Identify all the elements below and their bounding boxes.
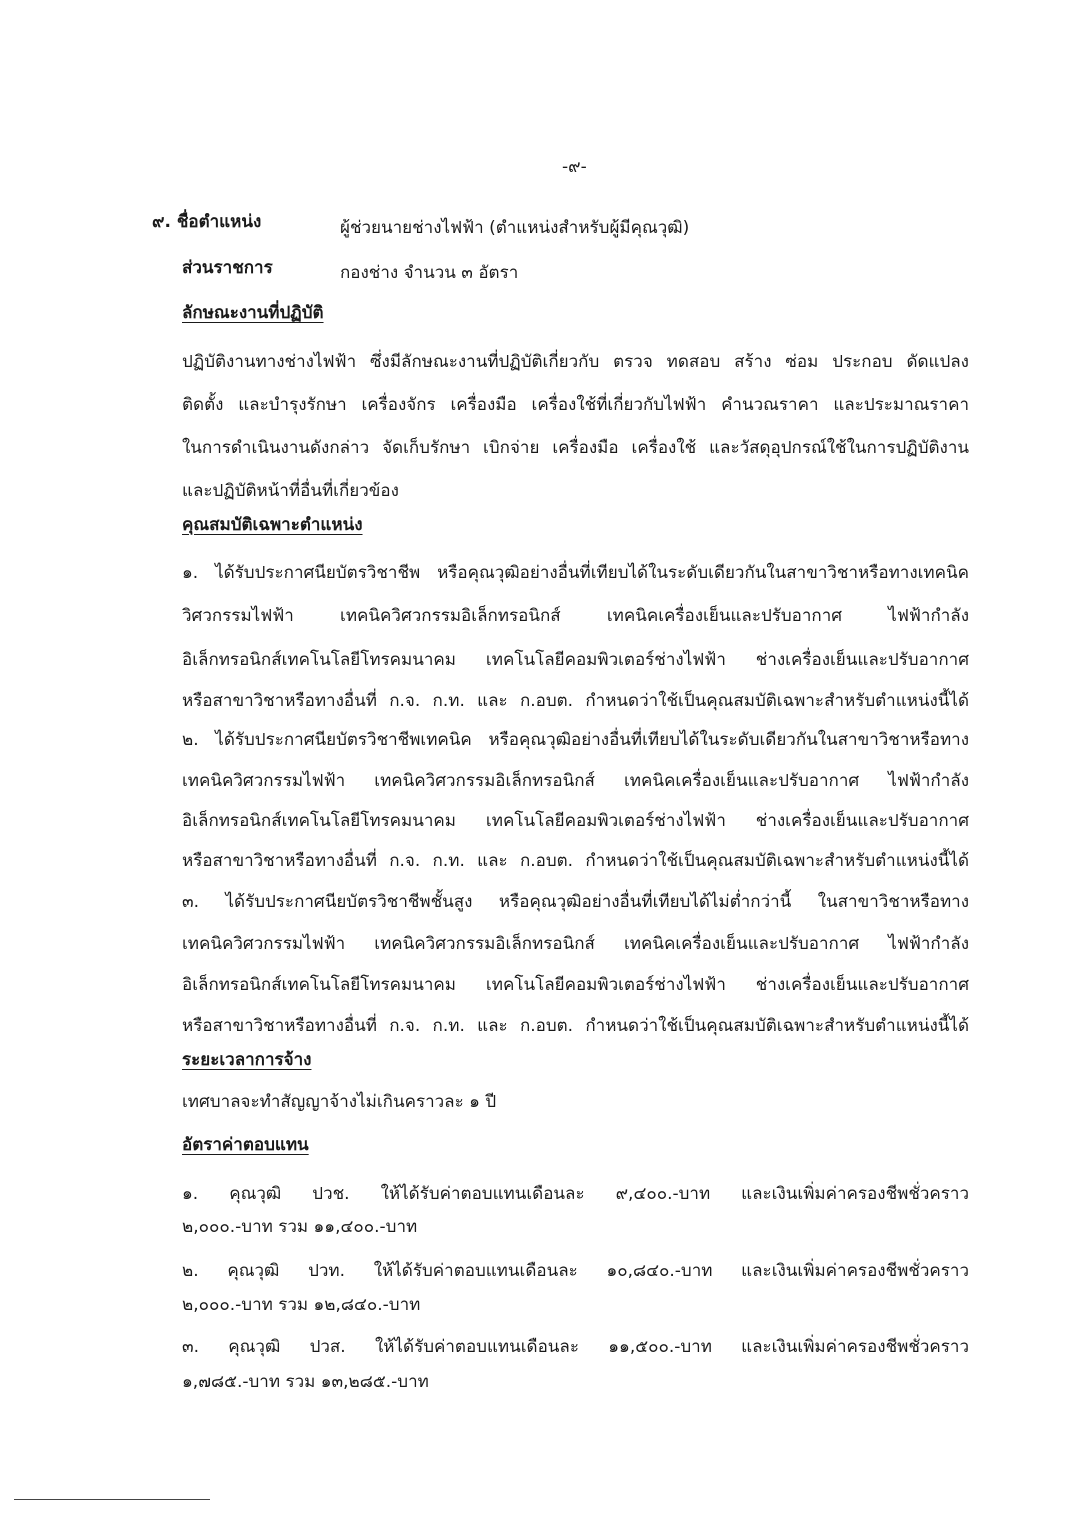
- qualification-line: อิเล็กทรอนิกส์เทคโนโลยีโทรคมนาคม เทคโนโลยีคอมพิวเตอร์ช่างไฟฟ้า ช่างเครื่องเย็นและปรับอากาศ: [182, 811, 969, 831]
- compensation-line: ๑,๗๘๕.-บาท รวม ๑๓,๒๘๕.-บาท: [182, 1372, 429, 1392]
- duties-heading: ลักษณะงานที่ปฏิบัติ: [182, 303, 324, 323]
- footer-rule: [14, 1499, 210, 1500]
- qualification-line: เทคนิควิศวกรรมไฟฟ้า เทคนิควิศวกรรมอิเล็กทรอนิกส์ เทคนิคเครื่องเย็นและปรับอากาศ ไฟฟ้ากำลัง: [182, 771, 969, 791]
- qualification-line: วิศวกรรมไฟฟ้า เทคนิควิศวกรรมอิเล็กทรอนิกส์ เทคนิคเครื่องเย็นและปรับอากาศ ไฟฟ้ากำลัง: [182, 606, 969, 626]
- qualification-line: หรือสาขาวิชาหรือทางอื่นที่ ก.จ. ก.ท. และ ก.อบต. กำหนดว่าใช้เป็นคุณสมบัติเฉพาะสำหรับตำแหน่งนี้ได้: [182, 851, 969, 871]
- duties-line: ในการดำเนินงานดังกล่าว จัดเก็บรักษา เบิกจ่าย เครื่องมือ เครื่องใช้ และวัสดุอุปกรณ์ใช้ในการปฏิบัติงาน: [182, 438, 969, 458]
- compensation-line: ๓. คุณวุฒิ ปวส. ให้ได้รับค่าตอบแทนเดือนละ ๑๑,๕๐๐.-บาท และเงินเพิ่มค่าครองชีพชั่วคราว: [182, 1337, 969, 1357]
- qualification-line: ๒. ได้รับประกาศนียบัตรวิชาชีพเทคนิค หรือคุณวุฒิอย่างอื่นที่เทียบได้ในระดับเดียวกันในสาขาวิชาหรือทาง: [182, 730, 969, 750]
- qualification-line: ๓. ได้รับประกาศนียบัตรวิชาชีพชั้นสูง หรือคุณวุฒิอย่างอื่นที่เทียบได้ไม่ต่ำกว่านี้ ในสาขาวิชาหรือทาง: [182, 892, 969, 912]
- qualification-line: อิเล็กทรอนิกส์เทคโนโลยีโทรคมนาคม เทคโนโลยีคอมพิวเตอร์ช่างไฟฟ้า ช่างเครื่องเย็นและปรับอากาศ: [182, 975, 969, 995]
- compensation-line: ๒,๐๐๐.-บาท รวม ๑๒,๘๔๐.-บาท: [182, 1295, 421, 1315]
- term-text: เทศบาลจะทำสัญญาจ้างไม่เกินคราวละ ๑ ปี: [182, 1092, 497, 1112]
- qualification-line: หรือสาขาวิชาหรือทางอื่นที่ ก.จ. ก.ท. และ ก.อบต. กำหนดว่าใช้เป็นคุณสมบัติเฉพาะสำหรับตำแหน่งนี้ได้: [182, 691, 969, 711]
- qualification-line: ๑. ได้รับประกาศนียบัตรวิชาชีพ หรือคุณวุฒิอย่างอื่นที่เทียบได้ในระดับเดียวกันในสาขาวิชาหรือทางเทคนิค: [182, 563, 969, 583]
- qualifications-heading: คุณสมบัติเฉพาะตำแหน่ง: [182, 515, 363, 535]
- term-heading: ระยะเวลาการจ้าง: [182, 1050, 312, 1070]
- duties-line: และปฏิบัติหน้าที่อื่นที่เกี่ยวข้อง: [182, 481, 399, 501]
- page-number: -๙-: [562, 157, 587, 177]
- compensation-line: ๒,๐๐๐.-บาท รวม ๑๑,๔๐๐.-บาท: [182, 1217, 418, 1237]
- position-label: ๙. ชื่อตำแหน่ง: [152, 212, 262, 232]
- duties-line: ติดตั้ง และบำรุงรักษา เครื่องจักร เครื่องมือ เครื่องใช้ที่เกี่ยวกับไฟฟ้า คำนวณราคา และประมาณราคา: [182, 395, 969, 415]
- department-label: ส่วนราชการ: [182, 258, 273, 278]
- compensation-heading: อัตราค่าตอบแทน: [182, 1135, 309, 1155]
- compensation-line: ๒. คุณวุฒิ ปวท. ให้ได้รับค่าตอบแทนเดือนละ ๑๐,๘๔๐.-บาท และเงินเพิ่มค่าครองชีพชั่วคราว: [182, 1261, 969, 1281]
- duties-line: ปฏิบัติงานทางช่างไฟฟ้า ซึ่งมีลักษณะงานที่ปฏิบัติเกี่ยวกับ ตรวจ ทดสอบ สร้าง ซ่อม ประกอบ ดัดแปลง: [182, 352, 969, 372]
- qualification-line: อิเล็กทรอนิกส์เทคโนโลยีโทรคมนาคม เทคโนโลยีคอมพิวเตอร์ช่างไฟฟ้า ช่างเครื่องเย็นและปรับอากาศ: [182, 650, 969, 670]
- department-value: กองช่าง จำนวน ๓ อัตรา: [340, 263, 519, 283]
- qualification-line: เทคนิควิศวกรรมไฟฟ้า เทคนิควิศวกรรมอิเล็กทรอนิกส์ เทคนิคเครื่องเย็นและปรับอากาศ ไฟฟ้ากำลัง: [182, 934, 969, 954]
- position-title: ผู้ช่วยนายช่างไฟฟ้า (ตำแหน่งสำหรับผู้มีคุณวุฒิ): [340, 218, 690, 238]
- compensation-line: ๑. คุณวุฒิ ปวช. ให้ได้รับค่าตอบแทนเดือนละ ๙,๔๐๐.-บาท และเงินเพิ่มค่าครองชีพชั่วคราว: [182, 1184, 969, 1204]
- qualification-line: หรือสาขาวิชาหรือทางอื่นที่ ก.จ. ก.ท. และ ก.อบต. กำหนดว่าใช้เป็นคุณสมบัติเฉพาะสำหรับตำแหน่งนี้ได้: [182, 1016, 969, 1036]
